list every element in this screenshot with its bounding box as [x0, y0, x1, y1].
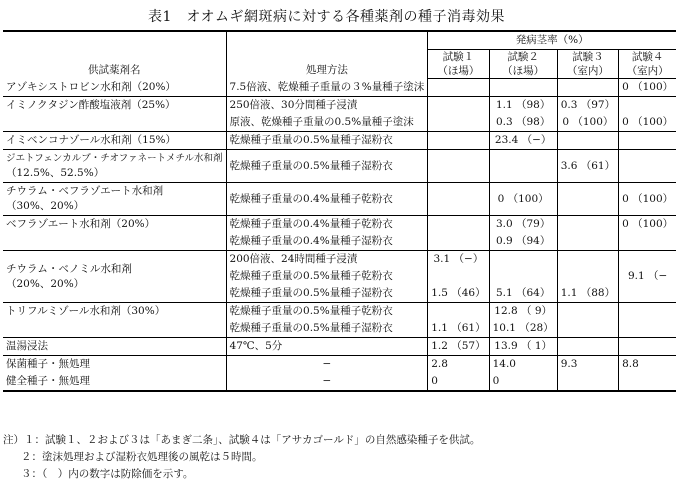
value-t4: 0 （100） [619, 216, 676, 234]
value-t3 [557, 303, 618, 321]
treatment-method: 乾燥種子重量の0.4%量種子湿粉衣 [226, 233, 428, 251]
value-t1: 1.1 （61） [428, 320, 489, 338]
header-t4: 試験４ [619, 50, 676, 65]
value-t2 [489, 251, 557, 269]
value-t1 [428, 79, 489, 97]
control-method: − [226, 356, 428, 374]
control-value-t4: 8.8 [619, 356, 676, 374]
value-t1: 1.5 （46） [428, 285, 489, 303]
header-method: 処理方法 [226, 31, 428, 79]
value-t1 [428, 303, 489, 321]
treatment-method: 乾燥種子重量の0.5%量種子湿粉衣 [226, 150, 428, 183]
header-name: 供試薬剤名 [3, 31, 226, 79]
treatment-method: 47℃、5分 [226, 338, 428, 356]
value-t2: 10.1 （28） [489, 320, 557, 338]
header-t1: 試験１ [428, 50, 489, 65]
control-value-t4 [619, 373, 676, 391]
control-row [3, 356, 676, 374]
table-row [3, 183, 676, 216]
value-t4 [619, 251, 676, 269]
treatment-method: 乾燥種子重量の0.5%量種子湿粉衣 [226, 285, 428, 303]
value-t3 [557, 183, 618, 216]
agent-name [3, 132, 226, 150]
table-row [3, 251, 676, 269]
value-t2: 23.4 （−） [489, 132, 557, 150]
agent-name [3, 79, 226, 97]
treatment-method: 乾燥種子重量の0.5%量種子湿粉衣 [226, 320, 428, 338]
value-t3 [557, 338, 618, 356]
value-t4: 0 （100） [619, 183, 676, 216]
control-value-t2: 0 [489, 373, 557, 391]
control-method: − [226, 373, 428, 391]
table-title: 表1 オオムギ網斑病に対する各種薬剤の種子消毒効果 [148, 9, 505, 25]
agent-name-line: チウラム・ベフラゾエート水和剤 [6, 185, 164, 197]
value-t1 [428, 183, 489, 216]
control-row [3, 373, 676, 391]
header-t1-sub: （ほ場） [428, 64, 489, 79]
value-t3 [557, 79, 618, 97]
header-group: 発病茎率（%） [428, 31, 676, 50]
value-t1 [428, 150, 489, 183]
value-t3 [557, 251, 618, 269]
agent-concentration: （12.5%、52.5%） [6, 167, 105, 179]
value-t4: 9.1 （− [619, 268, 676, 285]
value-t1 [428, 114, 489, 132]
value-t2: 0.3 （98） [489, 114, 557, 132]
footnote-3: ３：（ ）内の数字は防除価を示す。 [21, 468, 194, 480]
treatment-method: 乾燥種子重量の0.4%量種子乾粉衣 [226, 216, 428, 234]
footnotes [3, 432, 480, 483]
agent-name-line: チウラム・ベノミル水和剤 [6, 262, 132, 275]
agent-concentration: （30%、20%） [6, 200, 85, 212]
footnote-2: ２：塗沫処理および湿粉衣処理後の風乾は５時間。 [21, 451, 263, 463]
value-t3 [557, 320, 618, 338]
agent-name [3, 303, 226, 338]
header-t3: 試験３ [557, 50, 618, 65]
header-t2-sub: （ほ場） [489, 64, 557, 79]
value-t3 [557, 233, 618, 251]
agent-name-line: ベフラゾエート水和剤（20%） [6, 218, 156, 230]
treatment-method: 250倍液、30分間種子浸漬 [226, 97, 428, 115]
header-t4-sub: （室内） [619, 64, 676, 79]
control-name: 保菌種子・無処理 [6, 358, 90, 370]
value-t3: 1.1 （88） [557, 285, 618, 303]
agent-name [3, 216, 226, 251]
value-t2: 13.9 （ 1） [489, 338, 557, 356]
table-row [3, 150, 676, 183]
control-value-t1: 0 [428, 373, 489, 391]
value-t4 [619, 285, 676, 303]
value-t3 [557, 132, 618, 150]
value-t2: 3.0 （79） [489, 216, 557, 234]
value-t1 [428, 132, 489, 150]
value-t2: 0.9 （94） [489, 233, 557, 251]
agent-concentration: （20%、20%） [6, 277, 85, 290]
value-t1 [428, 216, 489, 234]
control-value-t1: 2.8 [428, 356, 489, 374]
value-t1: 3.1 （−） [428, 251, 489, 269]
value-t4: 0 （100） [619, 114, 676, 132]
value-t2: 12.8 （ 9） [489, 303, 557, 321]
agent-name-line: イミベンコナゾール水和剤（15%） [6, 134, 177, 146]
value-t1: 1.2 （57） [428, 338, 489, 356]
value-t4 [619, 303, 676, 321]
value-t3: 3.6 （61） [557, 150, 618, 183]
agent-name-line: アゾキシストロビン水和剤（20%） [6, 80, 176, 93]
value-t4 [619, 320, 676, 338]
agent-name-line: トリフルミゾール水和剤（30%） [6, 305, 166, 317]
value-t3 [557, 216, 618, 234]
value-t3: 0.3 （97） [557, 97, 618, 115]
table-row [3, 303, 676, 321]
control-name: 健全種子・無処理 [3, 373, 226, 391]
agent-name [3, 338, 226, 356]
value-t3 [557, 268, 618, 285]
value-t1 [428, 97, 489, 115]
value-t4 [619, 150, 676, 183]
agent-name-line: イミノクタジン酢酸塩液剤（25%） [6, 99, 176, 111]
treatment-method: 乾燥種子重量の0.5%量種子乾粉衣 [226, 268, 428, 285]
control-value-t3 [557, 373, 618, 391]
value-t4 [619, 97, 676, 115]
treatment-method: 7.5倍液、乾燥種子重量の３%量種子塗沫 [226, 79, 428, 97]
value-t3: 0 （100） [557, 114, 618, 132]
value-t2 [489, 268, 557, 285]
header-t3-sub: （室内） [557, 64, 618, 79]
table-row [3, 338, 676, 356]
value-t2: 5.1 （64） [489, 285, 557, 303]
agent-name [3, 150, 226, 183]
value-t2: 1.1 （98） [489, 97, 557, 115]
table-row [3, 97, 676, 115]
agent-name-line: 温湯浸法 [6, 340, 48, 352]
value-t1 [428, 268, 489, 285]
value-t4: 0 （100） [619, 79, 676, 97]
value-t1 [428, 233, 489, 251]
value-t4 [619, 233, 676, 251]
header-t2: 試験２ [489, 50, 557, 65]
value-t2 [489, 79, 557, 97]
control-value-t2: 14.0 [489, 356, 557, 374]
agent-name [3, 251, 226, 303]
value-t2: 0 （100） [489, 183, 557, 216]
agent-name [3, 183, 226, 216]
footnote-1: 注）１：試験１、２および３は「あまぎ二条」、試験４は「アサカゴールド」の自然感染種子を供試。 [3, 434, 481, 446]
treatment-method: 乾燥種子重量の0.5%量種子乾粉衣 [226, 303, 428, 321]
treatment-method: 乾燥種子重量の0.5%量種子湿粉衣 [226, 132, 428, 150]
table-row [3, 216, 676, 234]
table-row [3, 132, 676, 150]
treatment-method: 200倍液、24時間種子浸漬 [226, 251, 428, 269]
value-t4 [619, 132, 676, 150]
value-t4 [619, 338, 676, 356]
agent-name-line: ジエトフェンカルブ・チオファネートメチル水和剤 [6, 153, 223, 164]
table-row [3, 79, 676, 97]
treatment-method: 原液、乾燥種子重量の0.5%量種子塗沫 [226, 114, 428, 132]
value-t2 [489, 150, 557, 183]
treatment-method: 乾燥種子重量の0.4%量種子乾粉衣 [226, 183, 428, 216]
results-table [3, 30, 676, 392]
agent-name [3, 97, 226, 132]
control-value-t3: 9.3 [557, 356, 618, 374]
